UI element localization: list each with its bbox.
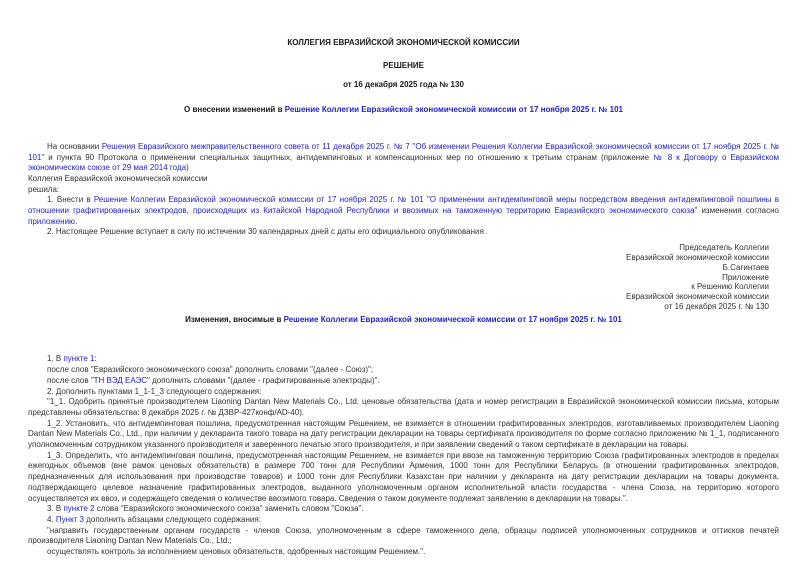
paragraph xyxy=(28,526,779,547)
paragraph xyxy=(28,419,779,451)
doc-link[interactable]: пункте 1 xyxy=(63,354,95,364)
doc-link[interactable]: № 8 к Договору о Евразийском экономическом союзе от 29 мая 2014 года xyxy=(28,152,780,173)
aligned-line: от 16 декабря 2025 г. № 130 xyxy=(664,301,769,311)
doc-text: ) xyxy=(186,163,189,173)
doc-text: и пункта 90 Протокола о применении специальных защитных, антидемпинговых и компенсационных мер по отношению к третьим странам (приложение xyxy=(44,152,654,162)
paragraph xyxy=(28,515,779,526)
doc-link[interactable]: Пункт 3 xyxy=(55,514,84,524)
annex-reference xyxy=(28,273,769,312)
doc-link[interactable]: Решение Коллегии Евразийской экономической комиссии от 17 ноября 2025 г. № 101 xyxy=(284,105,623,115)
doc-text: Коллегия Евразийской экономической комиссии xyxy=(28,173,208,183)
doc-text: слова "Евразийского экономического союза" заменить словом "Союза". xyxy=(94,504,364,514)
doc-text: : xyxy=(94,354,97,364)
paragraph xyxy=(28,387,779,398)
annex-body xyxy=(28,354,779,557)
aligned-line: Б.Сагинтаев xyxy=(722,262,769,272)
doc-link[interactable]: Решение Коллегии Евразийской экономической комиссии от 17 ноября 2025 г. № 101 "О применении антидемпинговой меры посредством введения антидемпинговой пошлины в отношении графитированных электродов, происходящих из Китайской Народной Республики и ввозимых на таможенную территорию Евразийского экономического союза" xyxy=(28,195,779,216)
signature-block xyxy=(28,243,769,272)
signature-and-annex-reference xyxy=(28,243,779,312)
doc-text: 2. Настоящее Решение вступает в силу по истечении 30 календарных дней с даты его официального опубликования. xyxy=(47,227,487,237)
doc-link[interactable]: приложению xyxy=(28,216,76,226)
doc-text: после слов xyxy=(47,375,91,385)
doc-text: изменения согласно xyxy=(697,206,779,216)
doc-link[interactable]: "ТН ВЭД ЕАЭС" xyxy=(90,375,150,385)
doc-text: 3. В xyxy=(47,504,64,514)
org-name: КОЛЛЕГИЯ ЕВРАЗИЙСКОЙ ЭКОНОМИЧЕСКОЙ КОМИССИИ xyxy=(287,38,520,47)
paragraph xyxy=(28,547,779,558)
doc-type: РЕШЕНИЕ xyxy=(383,60,424,70)
paragraph xyxy=(28,376,779,387)
doc-link[interactable]: Решения Евразийского межправительственного совета от 11 декабря 2025 г. № 7 "Об изменении Решения Коллегии Евразийской экономической комиссии от 17 ноября 2025 г. № 101" xyxy=(28,141,779,162)
aligned-line: Председатель Коллегии xyxy=(679,243,769,253)
doc-text: 1. В xyxy=(47,354,64,364)
doc-text: 1_2. Установить, что антидемпинговая пошлина, предусмотренная настоящим Решением, не взимается в отношении графитированных электродов, изготавливаемых производителем Liaoning Dantan New Materials Co., Ltd., при наличии у декларанта такого товара на дату регистрации декларации на товары сертификата производителя по форме согласно приложению № 1_1, подписанного уполномоченным сотрудником указанного производителя и заверенного печатью этого производителя, и при заявлении сведений о таком сертификате в декларации на товары. xyxy=(28,418,779,450)
paragraph xyxy=(28,227,779,238)
paragraph xyxy=(28,397,779,418)
paragraph xyxy=(28,504,779,515)
doc-text: дополнить абзацами следующего содержания: xyxy=(84,514,261,524)
paragraph xyxy=(28,354,779,365)
paragraph xyxy=(28,195,779,227)
doc-text: "1_1. Одобрить принятые производителем Liaoning Dantan New Materials Co., Ltd. ценовые обязательства (дата и номер регистрации в Евразийской экономической комиссии письма, которым представлены обязательства: 8 декабря 2025 г. № ДЗВР-427конф/AD-40). xyxy=(28,397,779,417)
doc-date: от 16 декабря 2025 года № 130 xyxy=(343,80,464,90)
doc-title xyxy=(28,105,779,116)
doc-link[interactable]: Решение Коллегии Евразийской экономической комиссии от 17 ноября 2025 г. № 101 xyxy=(283,314,622,324)
doc-text: На основании xyxy=(47,141,102,151)
aligned-line: Евразийской экономической комиссии xyxy=(626,292,769,302)
aligned-line: Приложение xyxy=(722,272,769,282)
aligned-line: к Решению Коллегии xyxy=(691,282,769,292)
doc-text: О внесении изменений в xyxy=(184,105,285,115)
doc-text: 1_3. Определить, что антидемпинговая пошлина, предусмотренная настоящим Решением, не взимается при ввозе на таможенную территорию Союза графитированных электродов в пределах ежегодных объемов (вне рамок ценовых обязательств) в размере 700 тонн для Республики Армения, 1000 тонн для Республики Беларусь (в отношении графитированных электродов, предназначенных для использования при производстве товаров) и 1000 тонн для Республики Казахстан при наличии у декларанта на дату регистрации декларации на товары документа, подтверждающего целевое назначение графитированных электродов, выданного уполномоченным органом исполнительной власти государства - члена Союза, на территорию которого осуществляется их ввоз, и содержащего сведения о количестве ввозимого товара. Сведения о таком документе подлежат заявлению в декларации на товары.". xyxy=(28,450,779,503)
paragraph xyxy=(28,365,779,376)
doc-text: дополнить словами "(далее - графитированные электроды)". xyxy=(149,375,380,385)
doc-text: 4. xyxy=(47,514,56,524)
doc-text: "направить государственным органам государств - членов Союза, уполномоченным в сфере таможенного дела, образцы подписей уполномоченных сотрудников и оттисков печатей производителя Liaoning Dantan New Materials Co., Ltd.; xyxy=(28,525,779,546)
doc-text: решила: xyxy=(28,184,60,194)
doc-text: Изменения, вносимые в xyxy=(185,314,284,324)
doc-text: 1. Внести в xyxy=(47,195,94,205)
annex-title xyxy=(28,315,779,326)
paragraph xyxy=(28,142,779,196)
doc-text: после слов "Евразийского экономического союза" дополнить словами "(далее - Союз)"; xyxy=(47,365,374,375)
doc-link[interactable]: пункте 2 xyxy=(63,504,95,514)
doc-text: 2. Дополнить пунктами 1_1-1_3 следующего содержания: xyxy=(47,386,262,396)
doc-text: осуществлять контроль за исполнением ценовых обязательств, одобренных настоящим Решением.". xyxy=(47,547,426,557)
doc-text: . xyxy=(75,216,78,226)
paragraph xyxy=(28,451,779,505)
aligned-line: Евразийской экономической комиссии xyxy=(626,252,769,262)
resolution-body xyxy=(28,142,779,238)
